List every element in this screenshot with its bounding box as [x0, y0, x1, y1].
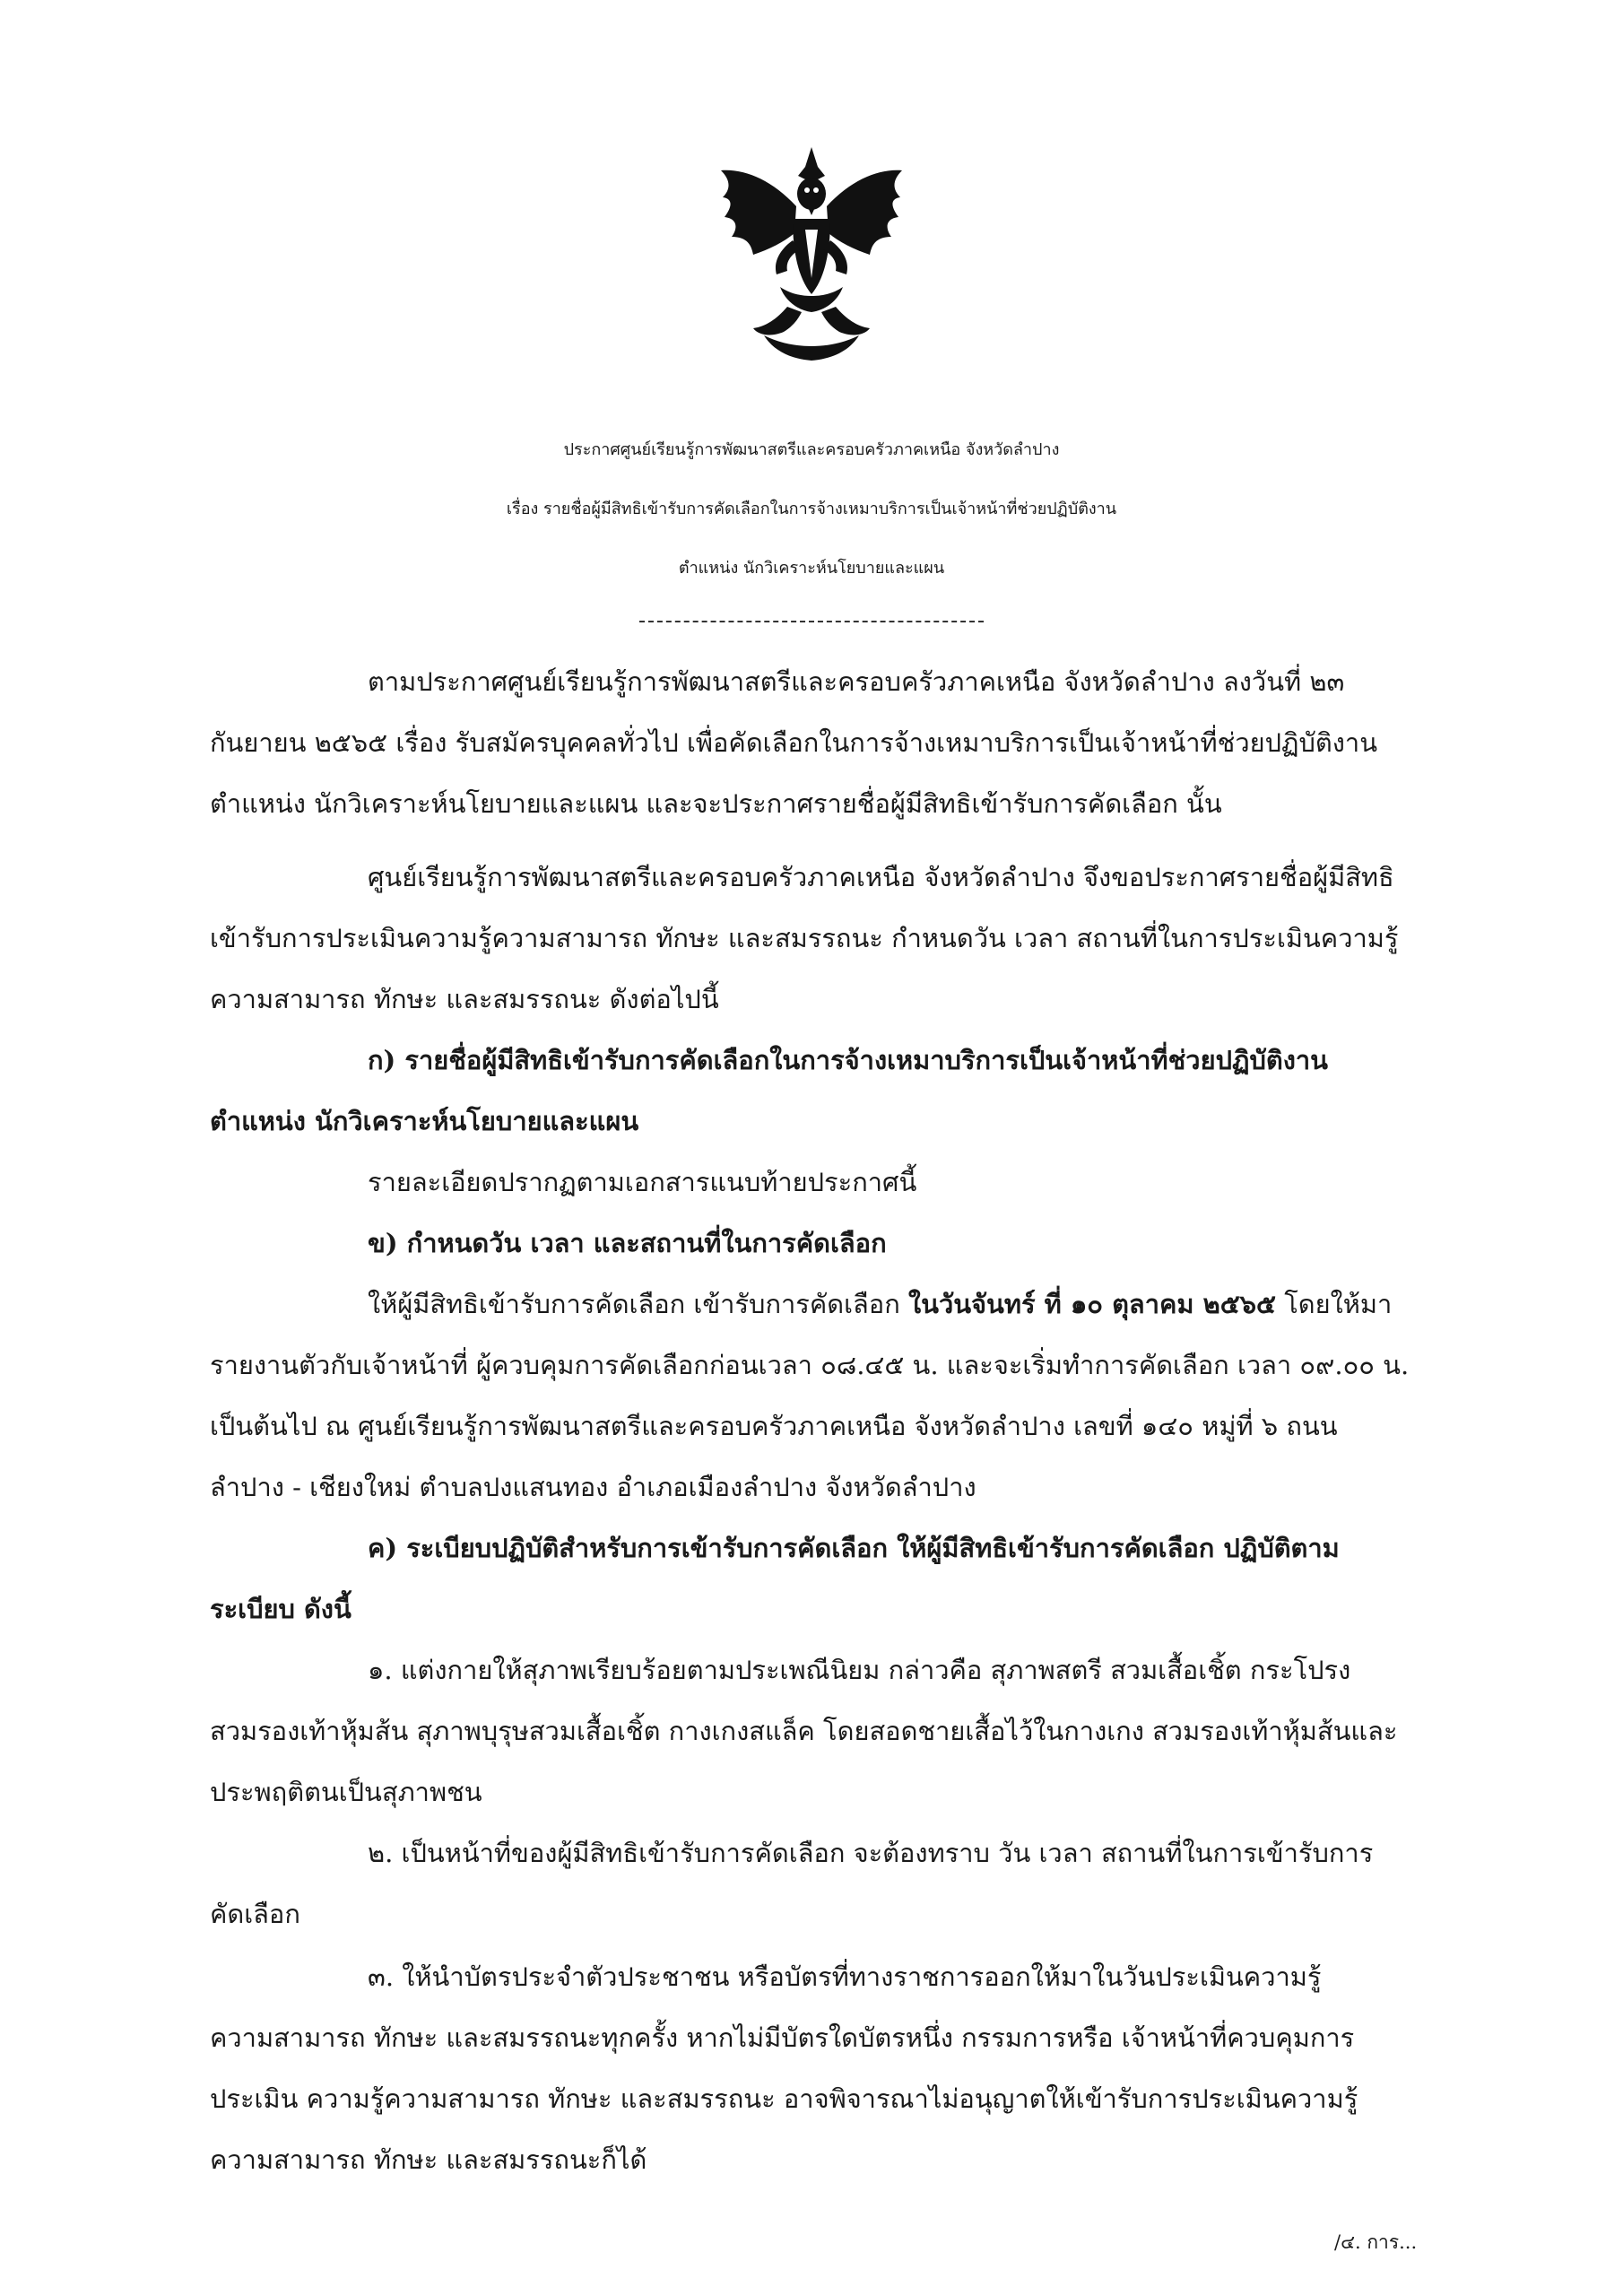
section-b-line4: ลำปาง - เชียงใหม่ ตำบลปงแสนทอง อำเภอเมืองลำปาง จังหวัดลำปาง	[210, 1472, 976, 1502]
section-b-line1	[368, 1286, 1392, 1322]
announcement-position: ตำแหน่ง นักวิเคราะห์นโยบายและแผน	[678, 559, 945, 578]
para2-line2: เข้ารับการประเมินความรู้ความสามารถ ทักษะ และสมรรถนะ กำหนดวัน เวลา สถานที่ในการประเมินความรู้	[210, 923, 1399, 953]
section-b-line2: รายงานตัวกับเจ้าหน้าที่ ผู้ควบคุมการคัดเลือกก่อนเวลา ๐๘.๔๕ น. และจะเริ่มทำการคัดเลือก เวลา ๐๙.๐๐ น.	[210, 1350, 1410, 1380]
section-b-line1-post: โดยให้มา	[1276, 1289, 1393, 1319]
rule-item-1-line3: ประพฤติตนเป็นสุภาพชน	[210, 1777, 482, 1807]
garuda-emblem-icon	[717, 144, 906, 368]
rule-item-3-line4: ความสามารถ ทักษะ และสมรรถนะก็ได้	[210, 2144, 647, 2175]
rule-item-2: ๒. เป็นหน้าที่ของผู้มีสิทธิเข้ารับการคัดเลือก จะต้องทราบ วัน เวลา สถานที่ในการเข้ารับการ	[368, 1838, 1374, 1868]
section-b-line1-pre: ให้ผู้มีสิทธิเข้ารับการคัดเลือก เข้ารับการคัดเลือก	[368, 1289, 908, 1319]
rule-item-3-line2: ความสามารถ ทักษะ และสมรรถนะทุกครั้ง หากไม่มีบัตรใดบัตรหนึ่ง กรรมการหรือ เจ้าหน้าที่ควบคุมการ	[210, 2022, 1355, 2053]
exam-date: ในวันจันทร์ ที่ ๑๐ ตุลาคม ๒๕๖๕	[907, 1289, 1277, 1319]
para1-line3: ตำแหน่ง นักวิเคราะห์นโยบายและแผน และจะประกาศรายชื่อผู้มีสิทธิเข้ารับการคัดเลือก นั้น	[210, 788, 1222, 819]
section-a-detail: รายละเอียดปรากฏตามเอกสารแนบท้ายประกาศนี้	[368, 1167, 917, 1197]
section-a-heading: ก) รายชื่อผู้มีสิทธิเข้ารับการคัดเลือกในการจ้างเหมาบริการเป็นเจ้าหน้าที่ช่วยปฏิบัติงาน	[368, 1045, 1328, 1075]
para2-line3: ความสามารถ ทักษะ และสมรรถนะ ดังต่อไปนี้	[210, 984, 719, 1014]
rule-item-3-line3: ประเมิน ความรู้ความสามารถ ทักษะ และสมรรถนะ อาจพิจารณาไม่อนุญาตให้เข้ารับการประเมินความรู้	[210, 2083, 1358, 2114]
section-b-line3: เป็นต้นไป ณ ศูนย์เรียนรู้การพัฒนาสตรีและครอบครัวภาคเหนือ จังหวัดลำปาง เลขที่ ๑๔๐ หมู่ที่ ๖ ถนน	[210, 1411, 1338, 1441]
announcement-subject: เรื่อง รายชื่อผู้มีสิทธิเข้ารับการคัดเลือกในการจ้างเหมาบริการเป็นเจ้าหน้าที่ช่วยปฏิบัติงาน	[506, 500, 1117, 518]
rule-item-2-line2: คัดเลือก	[210, 1899, 300, 1929]
section-b-heading: ข) กำหนดวัน เวลา และสถานที่ในการคัดเลือก	[368, 1228, 887, 1258]
section-c-heading-cont: ระเบียบ ดังนี้	[210, 1594, 352, 1624]
page-continuation: /๔. การ...	[1334, 2231, 1418, 2253]
announcement-title: ประกาศศูนย์เรียนรู้การพัฒนาสตรีและครอบครัวภาคเหนือ จังหวัดลำปาง	[563, 440, 1060, 459]
rule-item-1-line2: สวมรองเท้าหุ้มส้น สุภาพบุรุษสวมเสื้อเชิ้ต กางเกงสแล็ค โดยสอดชายเสื้อไว้ในกางเกง สวมรองเท้าหุ้มส้นและ	[210, 1716, 1398, 1746]
title-divider	[639, 621, 984, 622]
rule-item-1: ๑. แต่งกายให้สุภาพเรียบร้อยตามประเพณีนิยม กล่าวคือ สุภาพสตรี สวมเสื้อเชิ้ต กระโปรง	[368, 1655, 1351, 1685]
para2-line1: ศูนย์เรียนรู้การพัฒนาสตรีและครอบครัวภาคเหนือ จังหวัดลำปาง จึงขอประกาศรายชื่อผู้มีสิทธิ	[368, 862, 1394, 892]
rule-item-3: ๓. ให้นำบัตรประจำตัวประชาชน หรือบัตรที่ทางราชการออกให้มาในวันประเมินความรู้	[368, 1961, 1322, 1992]
para1-line2: กันยายน ๒๕๖๕ เรื่อง รับสมัครบุคคลทั่วไป เพื่อคัดเลือกในการจ้างเหมาบริการเป็นเจ้าหน้าที่ช่วยปฏิบัติงาน	[210, 727, 1378, 758]
para1-line1: ตามประกาศศูนย์เรียนรู้การพัฒนาสตรีและครอบครัวภาคเหนือ จังหวัดลำปาง ลงวันที่ ๒๓	[368, 666, 1345, 697]
section-c-heading: ค) ระเบียบปฏิบัติสำหรับการเข้ารับการคัดเลือก ให้ผู้มีสิทธิเข้ารับการคัดเลือก ปฏิบัติตาม	[368, 1533, 1340, 1563]
section-a-heading-cont: ตำแหน่ง นักวิเคราะห์นโยบายและแผน	[210, 1106, 639, 1136]
